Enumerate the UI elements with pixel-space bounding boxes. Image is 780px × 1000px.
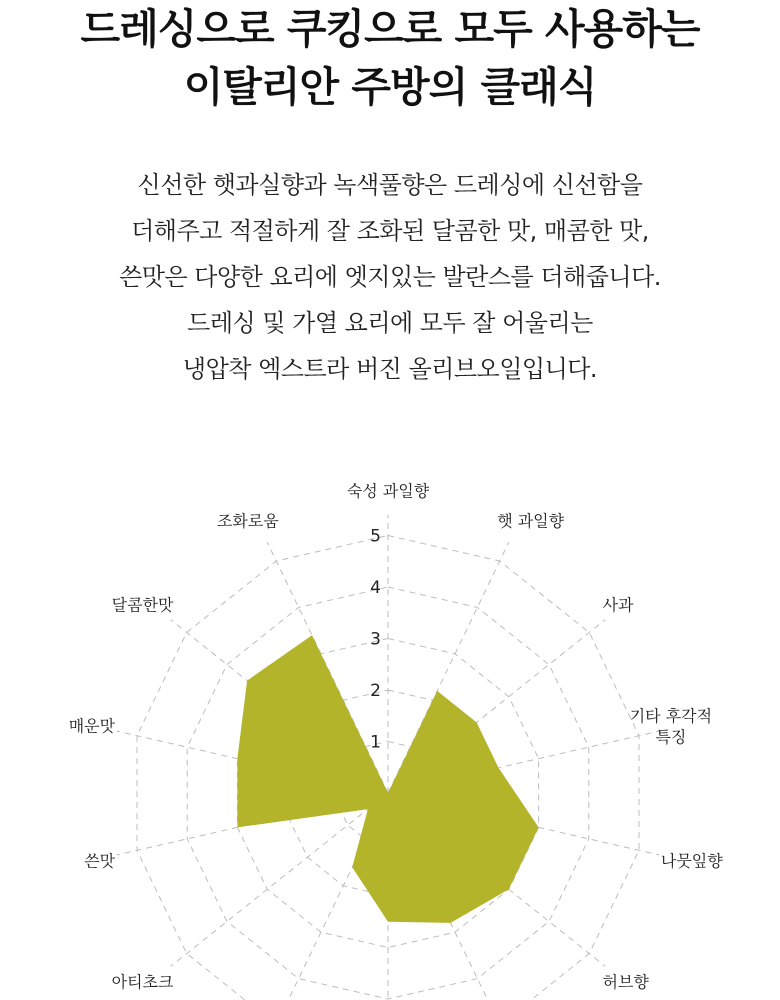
category-label-9: 아티초크 [111, 972, 174, 992]
headline-line-2: 이탈리안 주방의 클래식 [183, 63, 597, 111]
description-line-1: 신선한 햇과실향과 녹색풀향은 드레싱에 신선함을 [137, 171, 643, 199]
category-label-10: 쓴맛 [84, 851, 116, 871]
tick-label-5: 5 [370, 526, 381, 547]
description-line-4: 드레싱 및 가열 요리에 모두 잘 어울리는 [187, 309, 593, 337]
category-label-13: 조화로움 [216, 511, 279, 531]
category-label-2: 사과 [602, 595, 634, 615]
category-label-5: 허브향 [602, 972, 649, 992]
tick-label-2: 2 [370, 681, 381, 701]
category-label-3: 기타 후각적 특징 [629, 706, 713, 747]
tick-label-1: 1 [370, 732, 381, 753]
headline-line-1: 드레싱으로 쿠킹으로 모두 사용하는 [80, 5, 700, 53]
description-line-2: 더해주고 적절하게 잘 조화된 달콤한 맛, 매콤한 맛, [131, 217, 649, 245]
tick-label-4: 4 [370, 578, 381, 598]
category-label-1: 햇 과일향 [497, 511, 565, 531]
description-line-5: 냉압착 엑스트라 버진 올리브오일입니다. [182, 355, 598, 383]
category-label-0: 숙성 과일향 [346, 481, 430, 501]
category-label-11: 매운맛 [68, 716, 116, 736]
category-label-4: 나뭇잎향 [660, 851, 723, 871]
tick-label-3: 3 [370, 629, 381, 650]
description-line-3: 쓴맛은 다양한 요리에 엣지있는 발란스를 더해줍니다. [119, 263, 661, 291]
category-label-12: 달콤한맛 [111, 595, 174, 615]
